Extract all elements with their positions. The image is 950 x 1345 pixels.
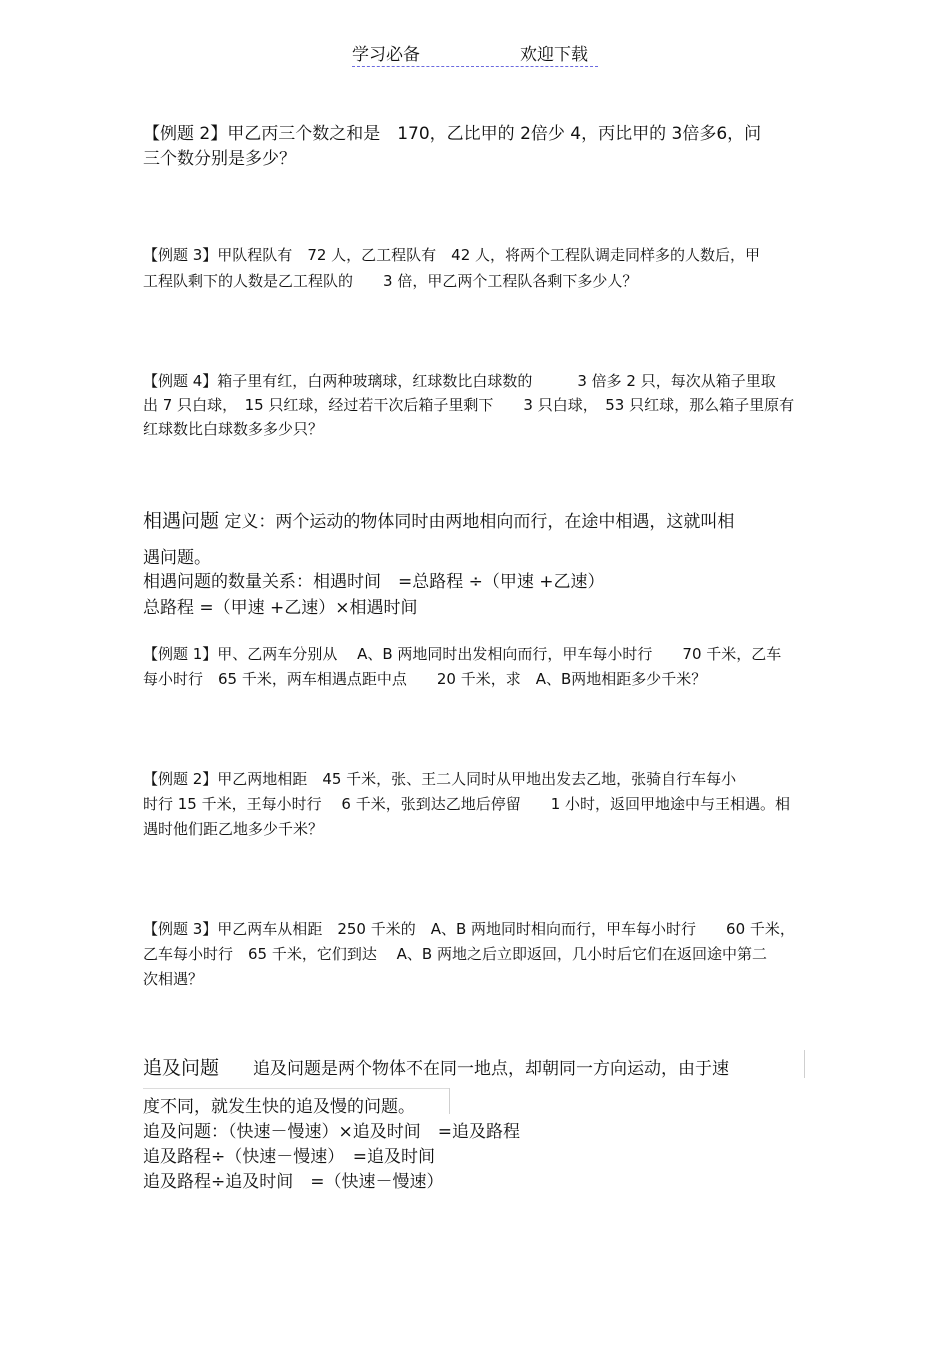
pursuit-definition-line-2: 度不同，就发生快的追及慢的问题。 [143, 1097, 415, 1117]
page-header [352, 40, 598, 67]
example-2-line-2: 三个数分别是多少？ [143, 149, 296, 169]
pursuit-section-title: 追及问题 [143, 1057, 220, 1079]
pursuit-formula-1: 追及问题：（快速－慢速）×追及时间 =追及路程 [143, 1122, 520, 1142]
header-right: 欢迎下载 [520, 45, 588, 65]
pursuit-definition-text: 追及问题是两个物体不在同一地点，却朝同一方向运动，由于速 [219, 1059, 730, 1079]
example-4-line-1: 【例题 4】箱子里有红，白两种玻璃球，红球数比白球数的 3 倍多 2 只，每次从箱子里取 [143, 372, 776, 390]
meeting-example-2-line-3: 遇时他们距乙地多少千米？ [143, 820, 324, 838]
pursuit-definition-line-1 [143, 1053, 729, 1080]
example-2-line-1: 【例题 2】甲乙丙三个数之和是 170，乙比甲的 2倍少 4，丙比甲的 3倍多6，问 [143, 124, 762, 144]
meeting-example-2-line-1: 【例题 2】甲乙两地相距 45 千米，张、王二人同时从甲地出发去乙地，张骑自行车每小 [143, 770, 737, 788]
table-border-inner [449, 1088, 450, 1114]
pursuit-formula-2: 追及路程÷（快速－慢速） =追及时间 [143, 1147, 435, 1167]
meeting-example-3-line-1: 【例题 3】甲乙两车从相距 250 千米的 A、B 两地同时相向而行，甲车每小时行 60 千米， [143, 920, 795, 938]
example-3-line-2: 工程队剩下的人数是乙工程队的 3 倍，甲乙两个工程队各剩下多少人？ [143, 272, 638, 290]
table-border-right [804, 1050, 805, 1078]
table-border-top [143, 1088, 449, 1089]
meeting-formula-1: 相遇问题的数量关系：相遇时间 =总路程 ÷（甲速 +乙速） [143, 572, 605, 592]
meeting-definition-text: 定义：两个运动的物体同时由两地相向而行，在途中相遇，这就叫相 [219, 512, 735, 532]
example-3-line-1: 【例题 3】甲队程队有 72 人，乙工程队有 42 人，将两个工程队调走同样多的人数后，甲 [143, 246, 761, 264]
pursuit-formula-3: 追及路程÷追及时间 =（快速－慢速） [143, 1172, 444, 1192]
meeting-formula-2: 总路程 =（甲速 +乙速）×相遇时间 [143, 598, 418, 618]
meeting-example-1-line-1: 【例题 1】甲、乙两车分别从 A、B 两地同时出发相向而行，甲车每小时行 70 千米，乙车 [143, 645, 782, 663]
example-4-line-3: 红球数比白球数多多少只？ [143, 420, 324, 438]
meeting-example-2-line-2: 时行 15 千米，王每小时行 6 千米，张到达乙地后停留 1 小时，返回甲地途中与王相遇。相 [143, 795, 791, 813]
meeting-section-title: 相遇问题 [143, 510, 220, 532]
meeting-definition-line-2: 遇问题。 [143, 548, 211, 568]
example-4-line-2: 出 7 只白球， 15 只红球，经过若干次后箱子里剩下 3 只白球， 53 只红球，那么箱子里原有 [143, 396, 795, 414]
meeting-definition-line-1 [143, 506, 734, 533]
header-left: 学习必备 [352, 45, 420, 65]
meeting-example-3-line-3: 次相遇？ [143, 970, 204, 988]
meeting-example-3-line-2: 乙车每小时行 65 千米，它们到达 A、B 两地之后立即返回，几小时后它们在返回途中第二 [143, 945, 767, 963]
meeting-example-1-line-2: 每小时行 65 千米，两车相遇点距中点 20 千米，求 A、B两地相距多少千米？ [143, 670, 707, 688]
